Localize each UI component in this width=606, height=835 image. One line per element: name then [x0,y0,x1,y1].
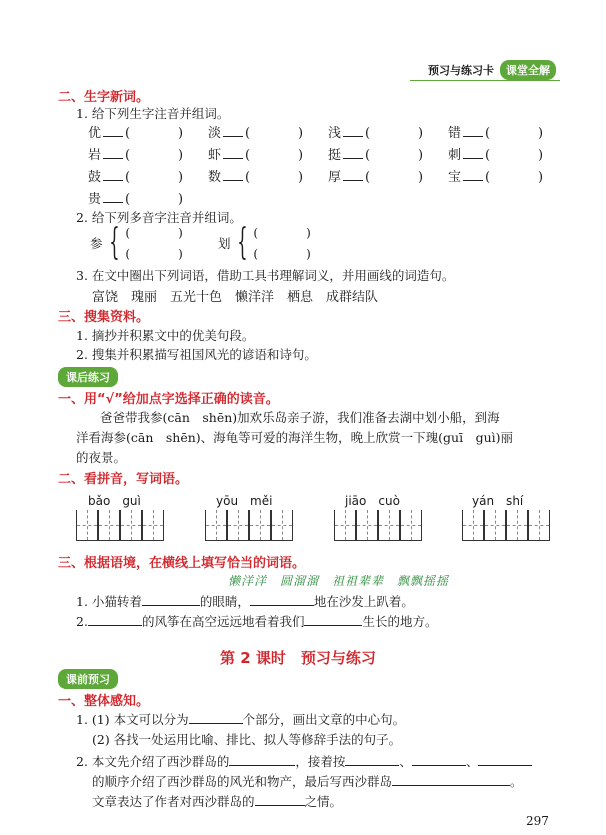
pinyin-blank[interactable] [223,168,243,181]
pinyin-blank[interactable] [463,124,483,137]
pre-class-tag: 课前预习 [58,668,118,689]
answer-blank[interactable] [250,593,314,606]
pinyin-blank[interactable] [463,146,483,159]
collect-item-1: 1. 摘抄并积累文中的优美句段。 [76,328,255,343]
char-item: 鼓 ( ) [88,170,184,185]
pinyin-label: yán shí [472,494,524,508]
context-question-2: 2. 的风筝在高空远远地看着我们 生长的地方。 [76,614,438,629]
pinyin-blank[interactable] [343,168,363,181]
polyphone-hua: 划 { ( ) ( ) [218,222,311,263]
overview-question-2c: 文章表达了作者对西沙群岛的 之情。 [92,794,343,809]
answer-blank[interactable] [142,593,200,606]
polyphone-answer[interactable]: ( ) [253,247,311,261]
answer-blank[interactable] [88,613,142,626]
answer-blank[interactable] [478,753,532,766]
section-heading-pronunciation: 一、用“√”给加点字选择正确的读音。 [58,392,279,407]
char-item: 岩 ( ) [88,148,184,163]
pinyin-blank[interactable] [223,146,243,159]
char-item: 优 ( ) [88,126,184,141]
char-item: 淡 ( ) [208,126,304,141]
section-heading-pinyin-words: 二、看拼音，写词语。 [58,472,189,487]
pinyin-blank[interactable] [103,146,123,159]
writing-grid[interactable] [462,510,550,541]
writing-grid[interactable] [205,510,293,541]
char-item: 挺 ( ) [328,148,424,163]
collect-item-2: 2. 搜集并积累描写祖国风光的谚语和诗句。 [76,347,317,362]
polyphone-answer[interactable]: ( ) [125,226,183,240]
char-row-4 [88,188,208,207]
header-divider [410,80,560,81]
pronunciation-line-3: 的夜景。 [76,450,127,465]
polyphone-answer[interactable]: ( ) [125,247,183,261]
answer-blank[interactable] [189,711,243,724]
pinyin-blank[interactable] [343,146,363,159]
char-item: 贵 ( ) [88,192,184,207]
char-row-3 [88,166,568,185]
question-1: 1. 给下列生字注音并组词。 [76,106,230,121]
section-heading-overview: 一、整体感知。 [58,694,150,709]
char-item: 宝 ( ) [448,170,544,185]
word-list: 富饶 瑰丽 五光十色 懒洋洋 栖息 成群结队 [92,290,379,305]
answer-blank[interactable] [392,773,510,786]
page-header [428,60,556,80]
word-choices: 懒洋洋 圆溜溜 祖祖辈辈 飘飘摇摇 [228,574,450,588]
pronunciation-line-2: 洋看海参(cān shēn)、海龟等可爱的海洋生物，晚上欣赏一下瑰(guī guì)丽 [76,430,514,445]
pinyin-label: yōu měi [216,494,273,508]
char-item: 错 ( ) [448,126,544,141]
answer-blank[interactable] [345,753,399,766]
char-item: 厚 ( ) [328,170,424,185]
char-row-1 [88,122,568,141]
pinyin-blank[interactable] [103,124,123,137]
page-number: 297 [526,814,549,828]
answer-blank[interactable] [229,753,295,766]
char-item: 刺 ( ) [448,148,544,163]
header-badge: 课堂全解 [500,60,556,80]
after-class-tag: 课后练习 [58,366,118,387]
pinyin-blank[interactable] [103,168,123,181]
answer-blank[interactable] [255,793,305,806]
header-title: 预习与练习卡 [428,64,494,77]
context-question-1: 1. 小猫转着 的眼睛， 地在沙发上趴着。 [76,594,414,609]
lesson-title: 第 2 课时 预习与练习 [220,649,376,667]
char-item: 虾 ( ) [208,148,304,163]
answer-blank[interactable] [304,613,362,626]
pinyin-label: jiāo cuò [345,494,400,508]
pinyin-blank[interactable] [103,190,123,203]
section-heading-new-words: 二、生字新词。 [58,90,150,105]
polyphone-answer[interactable]: ( ) [253,226,311,240]
question-2: 2. 给下列多音字注音并组词。 [76,210,242,225]
section-heading-context-words: 三、根据语境，在横线上填写恰当的词语。 [58,556,306,571]
writing-grid[interactable] [334,510,422,541]
overview-question-1b: (2) 各找一处运用比喻、排比、拟人等修辞手法的句子。 [92,732,402,747]
overview-question-2b: 的顺序介绍了西沙群岛的风光和物产，最后写西沙群岛 。 [92,774,523,789]
polyphone-can: 参 { ( ) ( ) [90,222,183,263]
section-heading-collect: 三、搜集资料。 [58,310,150,325]
overview-question-1: 1. (1) 本文可以分为 个部分，画出文章的中心句。 [76,712,406,727]
overview-question-2: 2. 本文先介绍了西沙群岛的 ，接着按 、 、 [76,752,532,770]
answer-blank[interactable] [412,753,466,766]
pronunciation-line-1: 爸爸带我参(cān shēn)加欢乐岛亲子游，我们准备去湖中划小船，到海 [100,410,500,425]
writing-grid[interactable] [76,510,164,541]
pinyin-blank[interactable] [223,124,243,137]
pinyin-blank[interactable] [463,168,483,181]
char-item: 浅 ( ) [328,126,424,141]
char-row-2 [88,144,568,163]
question-3: 3. 在文中圈出下列词语，借助工具书理解词义，并用画线的词造句。 [76,268,455,283]
pinyin-blank[interactable] [343,124,363,137]
pinyin-label: bǎo guì [88,494,141,508]
char-item: 数 ( ) [208,170,304,185]
